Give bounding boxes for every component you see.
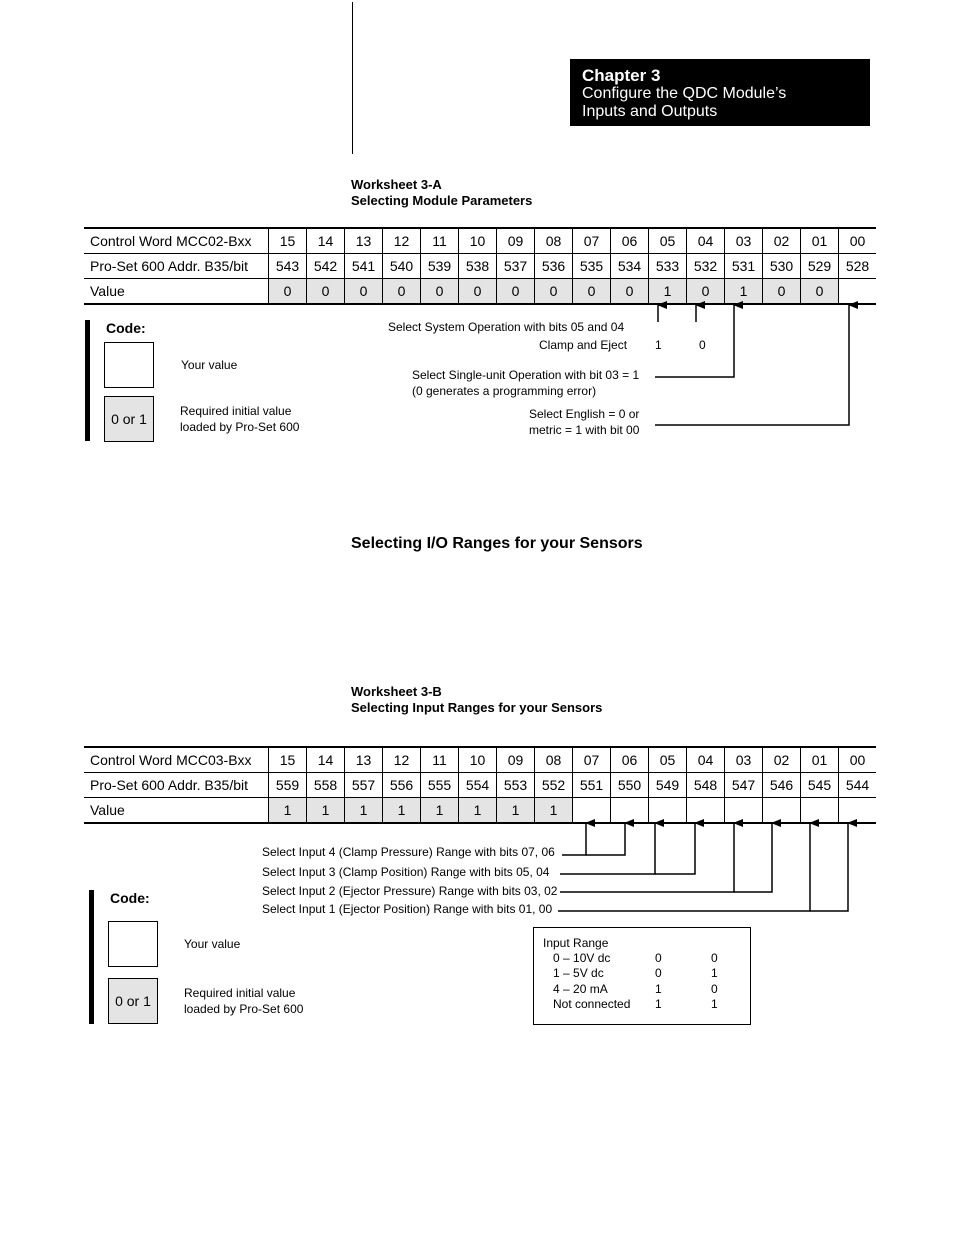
required-line1: Required initial value bbox=[180, 404, 292, 418]
value-cell-required: 1 bbox=[725, 279, 763, 305]
legend-bit-a: 1 bbox=[655, 997, 662, 1011]
table-cell: 531 bbox=[725, 254, 763, 279]
value-cell-required: 0 bbox=[421, 279, 459, 305]
value-cell-required: 0 bbox=[687, 279, 725, 305]
value-cell-required: 0 bbox=[269, 279, 307, 305]
row-label: Control Word MCC02-Bxx bbox=[84, 228, 269, 254]
table-cell: 542 bbox=[307, 254, 345, 279]
chapter-title-line1: Configure the QDC Module’s bbox=[582, 85, 787, 102]
value-cell-required: 0 bbox=[459, 279, 497, 305]
row-label: Pro-Set 600 Addr. B35/bit bbox=[84, 773, 269, 798]
table-cell: 06 bbox=[611, 228, 649, 254]
value-cell-required: 1 bbox=[459, 798, 497, 824]
row-label: Pro-Set 600 Addr. B35/bit bbox=[84, 254, 269, 279]
value-cell-required: 1 bbox=[421, 798, 459, 824]
table-cell: 536 bbox=[535, 254, 573, 279]
table-cell: 05 bbox=[649, 747, 687, 773]
legend-bit-a: 1 bbox=[655, 982, 662, 996]
legend-range: Not connected bbox=[553, 997, 631, 1011]
table-cell: 12 bbox=[383, 747, 421, 773]
arrow-bit02 bbox=[734, 823, 772, 892]
chapter-title-line2: Inputs and Outputs bbox=[582, 103, 718, 120]
legend-bit-b: 0 bbox=[711, 982, 718, 996]
legend-range: 1 – 5V dc bbox=[553, 966, 604, 980]
table-cell: 532 bbox=[687, 254, 725, 279]
table-cell: 543 bbox=[269, 254, 307, 279]
select-input-3: Select Input 3 (Clamp Position) Range with bits 05, 04 bbox=[262, 865, 550, 879]
table-cell: 530 bbox=[763, 254, 801, 279]
table-cell: 554 bbox=[459, 773, 497, 798]
your-value-label: Your value bbox=[181, 358, 238, 372]
table-cell: 04 bbox=[687, 228, 725, 254]
required-line2: loaded by Pro-Set 600 bbox=[180, 420, 300, 434]
worksheet-b-title: Worksheet 3-B bbox=[351, 684, 442, 699]
table-cell: 528 bbox=[839, 254, 877, 279]
select-input-4: Select Input 4 (Clamp Pressure) Range with bits 07, 06 bbox=[262, 845, 555, 859]
table-cell: 541 bbox=[345, 254, 383, 279]
legend-range: 0 – 10V dc bbox=[553, 951, 611, 965]
english-line1: Select English = 0 or bbox=[529, 407, 640, 421]
value-cell-required: 0 bbox=[383, 279, 421, 305]
section-title: Selecting I/O Ranges for your Sensors bbox=[351, 535, 643, 552]
legend-bit-b: 1 bbox=[711, 997, 718, 1011]
table-cell: 540 bbox=[383, 254, 421, 279]
table-cell: 04 bbox=[687, 747, 725, 773]
table-cell: 07 bbox=[573, 747, 611, 773]
bit04-value: 0 bbox=[699, 338, 706, 352]
table-cell: 01 bbox=[801, 228, 839, 254]
value-cell-required: 1 bbox=[345, 798, 383, 824]
bit05-value: 1 bbox=[655, 338, 662, 352]
arrow-bit07 bbox=[562, 823, 586, 855]
legend-bit-a: 0 bbox=[655, 951, 662, 965]
arrow-bit00 bbox=[655, 305, 849, 425]
table-cell: 538 bbox=[459, 254, 497, 279]
table-cell: 15 bbox=[269, 228, 307, 254]
table-cell: 547 bbox=[725, 773, 763, 798]
table-cell: 06 bbox=[611, 747, 649, 773]
required-value-box: 0 or 1 bbox=[108, 978, 158, 1024]
row-label: Control Word MCC03-Bxx bbox=[84, 747, 269, 773]
worksheet-a-arrows bbox=[655, 305, 849, 425]
table-cell: 549 bbox=[649, 773, 687, 798]
table-cell: 551 bbox=[573, 773, 611, 798]
required-value-box: 0 or 1 bbox=[104, 396, 154, 442]
arrow-bit00 bbox=[810, 823, 848, 911]
table-cell: 545 bbox=[801, 773, 839, 798]
legend-range: 4 – 20 mA bbox=[553, 982, 608, 996]
value-cell-required: 0 bbox=[497, 279, 535, 305]
value-cell-required: 0 bbox=[801, 279, 839, 305]
legend-bit-a: 0 bbox=[655, 966, 662, 980]
table-cell: 13 bbox=[345, 747, 383, 773]
table-cell: 556 bbox=[383, 773, 421, 798]
worksheet-b-arrows bbox=[558, 823, 848, 911]
legend-bit-b: 0 bbox=[711, 951, 718, 965]
english-line2: metric = 1 with bit 00 bbox=[529, 423, 640, 437]
table-cell: 03 bbox=[725, 228, 763, 254]
value-cell-required: 1 bbox=[269, 798, 307, 824]
select-input-2: Select Input 2 (Ejector Pressure) Range with bits 03, 02 bbox=[262, 884, 558, 898]
value-cell-required: 1 bbox=[307, 798, 345, 824]
table-cell: 11 bbox=[421, 747, 459, 773]
table-cell: 557 bbox=[345, 773, 383, 798]
table-cell: 544 bbox=[839, 773, 877, 798]
arrow-bit05 bbox=[560, 823, 655, 874]
table-cell: 07 bbox=[573, 228, 611, 254]
table-cell: 11 bbox=[421, 228, 459, 254]
row-label: Value bbox=[84, 798, 269, 824]
single-unit-line2: (0 generates a programming error) bbox=[412, 384, 597, 398]
value-cell-required: 0 bbox=[307, 279, 345, 305]
table-cell: 559 bbox=[269, 773, 307, 798]
single-unit-line1: Select Single-unit Operation with bit 03 = 1 bbox=[412, 368, 640, 382]
value-cell-required: 1 bbox=[497, 798, 535, 824]
table-cell: 553 bbox=[497, 773, 535, 798]
value-cell-required: 1 bbox=[535, 798, 573, 824]
value-cell-required: 0 bbox=[611, 279, 649, 305]
value-cell-required: 0 bbox=[345, 279, 383, 305]
table-cell: 03 bbox=[725, 747, 763, 773]
table-cell: 13 bbox=[345, 228, 383, 254]
table-cell: 10 bbox=[459, 228, 497, 254]
table-cell: 02 bbox=[763, 228, 801, 254]
table-cell: 14 bbox=[307, 228, 345, 254]
value-cell-required: 0 bbox=[573, 279, 611, 305]
table-cell: 550 bbox=[611, 773, 649, 798]
legend-bit-b: 1 bbox=[711, 966, 718, 980]
note-system-operation: Select System Operation with bits 05 and 04 bbox=[388, 320, 625, 334]
table-cell: 529 bbox=[801, 254, 839, 279]
value-cell-required: 1 bbox=[649, 279, 687, 305]
table-cell: 09 bbox=[497, 747, 535, 773]
worksheet-a-title: Worksheet 3-A bbox=[351, 177, 442, 192]
table-cell: 555 bbox=[421, 773, 459, 798]
table-cell: 12 bbox=[383, 228, 421, 254]
arrow-bit03 bbox=[655, 305, 734, 377]
table-cell: 539 bbox=[421, 254, 459, 279]
arrow-bit06 bbox=[586, 823, 625, 855]
table-cell: 08 bbox=[535, 747, 573, 773]
required-line2: loaded by Pro-Set 600 bbox=[184, 1002, 304, 1016]
arrow-bit04 bbox=[655, 823, 695, 874]
row-label: Value bbox=[84, 279, 269, 305]
table-cell: 05 bbox=[649, 228, 687, 254]
required-line1: Required initial value bbox=[184, 986, 296, 1000]
table-cell: 10 bbox=[459, 747, 497, 773]
worksheet-a-subtitle: Selecting Module Parameters bbox=[351, 193, 533, 208]
table-cell: 558 bbox=[307, 773, 345, 798]
table-cell: 02 bbox=[763, 747, 801, 773]
code-label: Code: bbox=[110, 890, 150, 906]
table-cell: 534 bbox=[611, 254, 649, 279]
table-cell: 548 bbox=[687, 773, 725, 798]
table-cell: 552 bbox=[535, 773, 573, 798]
table-cell: 537 bbox=[497, 254, 535, 279]
chapter-label: Chapter 3 bbox=[582, 66, 661, 85]
value-cell-required: 0 bbox=[763, 279, 801, 305]
table-cell: 533 bbox=[649, 254, 687, 279]
select-input-1: Select Input 1 (Ejector Position) Range with bits 01, 00 bbox=[262, 902, 553, 916]
worksheet-b-subtitle: Selecting Input Ranges for your Sensors bbox=[351, 700, 603, 715]
table-cell: 01 bbox=[801, 747, 839, 773]
table-cell: 14 bbox=[307, 747, 345, 773]
table-cell: 00 bbox=[839, 228, 877, 254]
table-cell: 08 bbox=[535, 228, 573, 254]
value-cell-required: 1 bbox=[383, 798, 421, 824]
value-cell-required: 0 bbox=[535, 279, 573, 305]
legend-title: Input Range bbox=[543, 936, 609, 950]
code-label: Code: bbox=[106, 320, 146, 336]
note-clamp-eject: Clamp and Eject bbox=[539, 338, 628, 352]
your-value-label: Your value bbox=[184, 937, 241, 951]
table-cell: 15 bbox=[269, 747, 307, 773]
table-cell: 00 bbox=[839, 747, 877, 773]
table-cell: 546 bbox=[763, 773, 801, 798]
table-cell: 09 bbox=[497, 228, 535, 254]
table-cell: 535 bbox=[573, 254, 611, 279]
